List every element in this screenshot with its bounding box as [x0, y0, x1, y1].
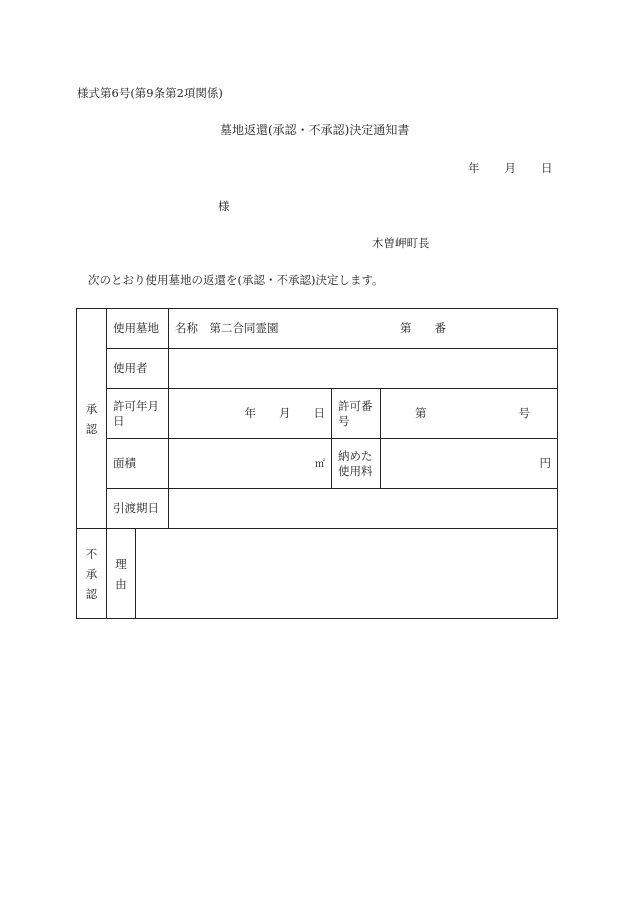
decision-table [76, 308, 558, 619]
date-year: 年 [468, 161, 480, 175]
cemetery-field[interactable] [169, 309, 558, 349]
permit-date-field[interactable]: 年 月 日 [169, 389, 332, 439]
handover-label: 引渡期日 [107, 489, 169, 529]
permit-date-label: 許可年月日 [107, 389, 169, 439]
form-number: 様式第6号(第9条第2項関係) [77, 86, 223, 100]
reason-field[interactable] [136, 529, 558, 619]
fee-unit: 円 [539, 456, 552, 470]
permit-number-label: 許可番号 [332, 389, 381, 439]
area-unit: ㎡ [315, 458, 325, 470]
issue-date [468, 160, 553, 176]
body-text: 次のとおり使用墓地の返還を(承認・不承認)決定します。 [88, 273, 384, 287]
date-month: 月 [504, 161, 516, 175]
fee-field[interactable] [381, 439, 558, 489]
cemetery-number: 第 番 [400, 321, 446, 335]
user-label: 使用者 [107, 349, 169, 389]
reason-label: 理 由 [107, 529, 136, 619]
document-title: 墓地返還(承認・不承認)決定通知書 [220, 123, 410, 137]
issuer: 木曽岬町長 [372, 236, 430, 250]
rejection-section: 不 承 認 [77, 529, 107, 619]
permit-number-field[interactable]: 第 号 [381, 389, 558, 439]
handover-field[interactable] [169, 489, 558, 529]
area-label: 面積 [107, 439, 169, 489]
cemetery-name: 名称 第二合同霊園 [175, 321, 279, 335]
approval-section: 承 認 [77, 309, 107, 529]
date-day: 日 [541, 161, 553, 175]
addressee: 様 [218, 199, 230, 213]
fee-label: 納めた使用料 [332, 439, 381, 489]
cemetery-label: 使用墓地 [107, 309, 169, 349]
user-field[interactable] [169, 349, 558, 389]
area-field[interactable] [169, 439, 332, 489]
